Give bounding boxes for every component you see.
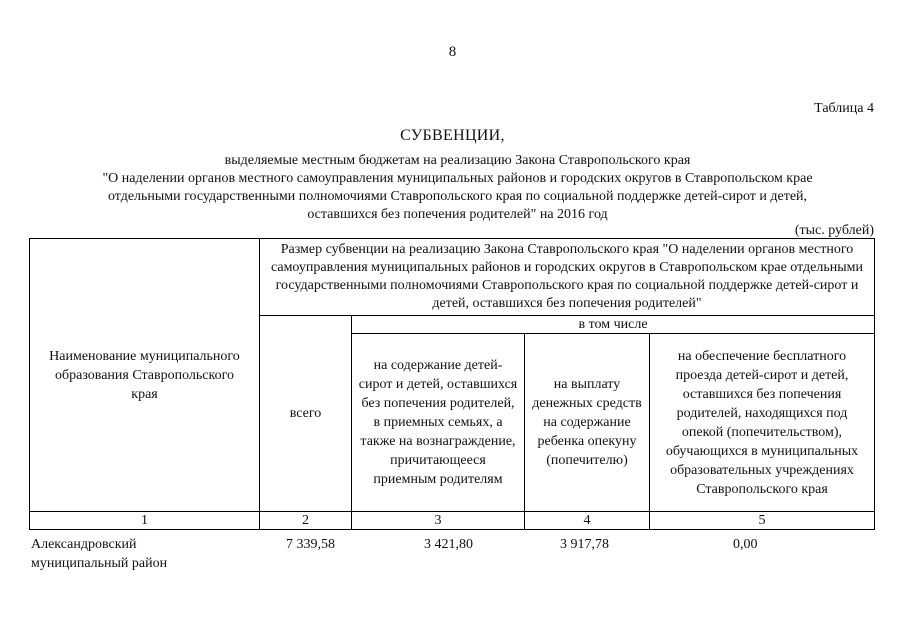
column-number: 1 <box>30 512 260 530</box>
header-including: в том числе <box>352 316 875 334</box>
column-number: 4 <box>525 512 650 530</box>
column-number: 3 <box>352 512 525 530</box>
subtitle-line: оставшихся без попечения родителей" на 2016 год <box>307 207 608 222</box>
row-col5: 0,00 <box>733 537 758 552</box>
row-municipality-name: Александровский муниципальный район <box>31 537 168 571</box>
header-col4: на выплату денежных средств на содержание ребенка опекуну (попечителю) <box>525 334 650 512</box>
subtitle-line: выделяемые местным бюджетам на реализацию Закона Ставропольского края <box>224 153 691 168</box>
header-col3: на содержание детей-сирот и детей, оставшихся без попечения родителей, в приемных семьях, а также на вознаграждение, причитающееся приемным родителям <box>352 334 525 512</box>
table-label: Таблица 4 <box>814 101 874 116</box>
units-label: (тыс. рублей) <box>794 223 874 238</box>
table-row <box>29 535 874 575</box>
subtitle-line: отдельными государственными полномочиями Ставропольского края по социальной поддержке детей-сирот и детей, <box>107 189 808 204</box>
subtitle-line: "О наделении органов местного самоуправления муниципальных районов и городских округов в Ставропольском крае <box>102 171 813 186</box>
row-total: 7 339,58 <box>286 537 335 552</box>
header-col5: на обеспечение бесплатного проезда детей-сирот и детей, оставшихся без попечения родителей, находящихся под опекой (попечительством), обучающихся в муниципальных образовательных учреждениях Ставропольского края <box>650 334 875 512</box>
column-number: 5 <box>650 512 875 530</box>
column-number: 2 <box>260 512 352 530</box>
page-number: 8 <box>448 44 457 60</box>
row-col4: 3 917,78 <box>560 537 609 552</box>
document-title: СУБВЕНЦИИ, <box>400 127 505 144</box>
subvention-table <box>29 238 875 530</box>
document-subtitle <box>40 152 875 224</box>
header-municipality: Наименование муниципального образования Ставропольского края <box>30 239 260 512</box>
row-col3: 3 421,80 <box>424 537 473 552</box>
header-total: всего <box>260 316 352 512</box>
header-subvention-size: Размер субвенции на реализацию Закона Ставропольского края "О наделении органов местного самоуправления муниципальных районов и городских округов в Ставропольском крае отдельными государственными полномочиями Ставропольского края по социальной поддержке детей-сирот и детей, оставшихся без попечения родителей" <box>260 239 875 316</box>
